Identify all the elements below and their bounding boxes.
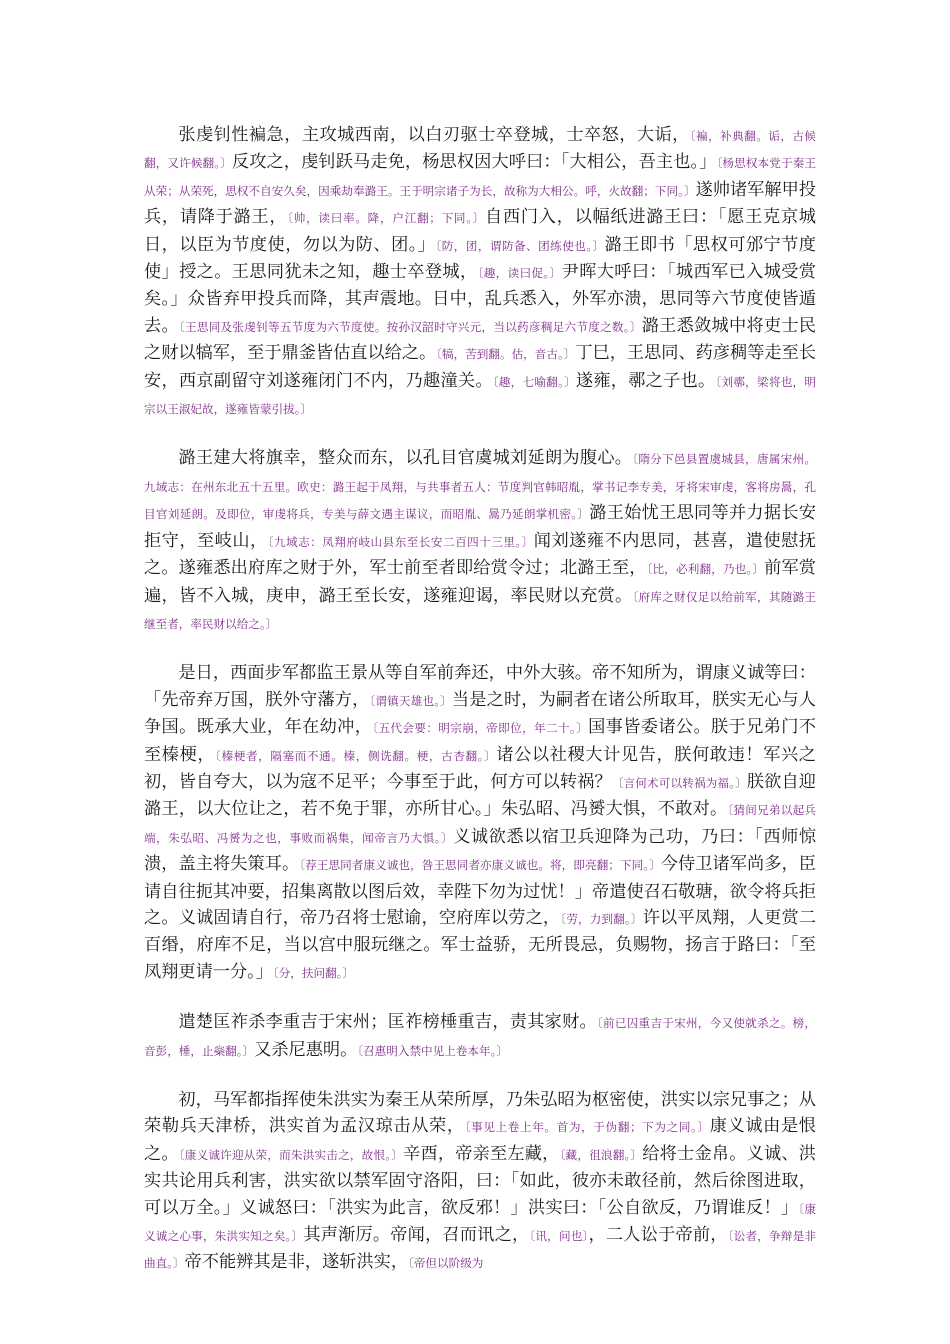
commentary-note: 〔刘鄩，梁将也，明宗以王淑妃故，遂雍皆蒙引拔。〕 (144, 374, 816, 417)
main-text: 张虔钊性褊急，主攻城西南，以白刃驱士卒登城，士卒怒，大诟， (178, 125, 690, 145)
commentary-note: 〔猜间兄弟以起兵端，朱弘昭、冯赟为之也，事败而祸集，闻帝言乃大惧。〕 (144, 803, 817, 845)
commentary-note: 〔五代会要：明宗崩，帝即位，年二十。〕 (372, 721, 589, 736)
commentary-note: 〔召惠明入禁中见上卷本年。〕 (357, 1043, 508, 1058)
main-text: 国事皆委诸公。朕于兄弟门不至榛梗， (144, 717, 816, 765)
main-text: 闻刘遂雍不内思同，甚喜，遣使慰抚之。遂雍悉出府库之财于外，军士前至者即给赏令过；北潞王至， (144, 530, 816, 579)
commentary-note: 〔事见上卷上年。首为，于伪翻；下为之同。〕 (464, 1120, 710, 1135)
document-page (144, 122, 816, 1300)
main-text: 今侍卫诸军尚多，臣请自往扼其冲要，招集离散以图后效，幸陛下勿为过忧！」帝遣使召石敬瑭，欲令将兵拒之。义诚固请自行，帝乃召将士慰谕，空府库以劳之， (144, 854, 816, 928)
commentary-note: 〔前已囚重吉于宋州，今又使就杀之。榜，音彭，棰，止橤翻。〕 (144, 1016, 816, 1058)
commentary-note: 〔讼者，争辩是非曲直。〕 (144, 1229, 816, 1271)
commentary-note: 〔杨思权本党于秦王从荣；从荣死，思权不自安久矣，因乘劫奉潞王。王于明宗诸子为长，故称为大相公。呼，火故翻；下同。〕 (144, 156, 816, 198)
commentary-note: 〔比，必利翻，乃也。〕 (646, 562, 765, 577)
commentary-note: 〔荐王思同者康义诚也，咎王思同者亦康义诚也。将，即亮翻；下同。〕 (299, 858, 661, 873)
paragraph (144, 1087, 816, 1277)
main-text: 潞王悉敛城中将吏士民之财以犒军，至于鼎釜皆估直以给之。 (144, 315, 816, 364)
paragraph (144, 445, 816, 637)
commentary-note: 〔言何术可以转祸为福。〕 (611, 775, 747, 790)
commentary-note: 〔榛梗者，隔塞而不通。榛，侧诜翻。梗，古杏翻。〕 (215, 748, 497, 763)
paragraph (144, 1009, 816, 1064)
main-text: 诸公以社稷大计见告，朕何敢违！军兴之初，皆自夸大，以为寇不足平；今事至于此，何方可以转祸？ (144, 744, 816, 792)
commentary-note: 〔康义诚许迎从荣，而朱洪实击之，故恨。〕 (178, 1147, 404, 1162)
commentary-note: 〔趣，七喻翻。〕 (492, 374, 576, 389)
main-text: 许以平凤翔，人更赏二百缗，府库不足，当以宫中服玩继之。军士益骄，无所畏忌，负赐物，扬言于路曰：「至凤翔更请一分。」 (144, 907, 816, 982)
commentary-note: 〔劳，力到翻。〕 (560, 911, 643, 926)
paragraph (144, 660, 816, 986)
commentary-note: 〔府库之财仅足以给前军，其随潞王继至者，率民财以给之。〕 (144, 589, 816, 631)
commentary-note: 〔趣，读曰促。〕 (477, 266, 562, 281)
commentary-note: 〔帝但以阶级为 (408, 1256, 484, 1271)
main-text: 潞王即书「思权可邠宁节度使」授之。王思同犹未之知，趣士卒登城， (144, 234, 816, 283)
main-text: 是日，西面步军都监王景从等自军前奔还，中外大骇。帝不知所为，谓康义诚等曰：「先帝弃万国，朕外守藩方， (144, 663, 816, 710)
main-text: 潞王建大将旗幸，整众而东，以孔目官虞城刘延朗为腹心。 (178, 448, 633, 469)
commentary-note: 〔王思同及张虔钊等五节度为六节度使。按孙汉韶时守兴元，当以药彦稠足六节度之数。〕 (178, 319, 642, 334)
main-text: 潞王始忧王思同等并力据长安拒守，至岐山， (144, 503, 816, 551)
main-text: 给将士金帛。义诚、洪实共论用兵利害，洪实欲以禁军固守洛阳，曰：「如此，彼亦未敢径前，然后徐图进取，可以万全。」义诚怒曰：「洪实为此言，欲反邪！」洪实曰：「公自欲反，乃谓谁反！」 (144, 1143, 816, 1218)
main-text: 尹晖大呼曰：「城西军已入城受赏矣。」众皆弃甲投兵而降，其声震地。日中，乱兵悉入，外军亦溃，思同等六节度使皆遁去。 (144, 262, 816, 336)
main-text: 当是之时，为嗣者在诸公所取耳，朕实无心与人争国。既承大业，年在幼冲， (144, 689, 816, 738)
main-text: 帝不能辨其是非，遂斩洪实， (184, 1252, 409, 1273)
main-text: 初，马军都指挥使朱洪实为秦王从荣所厚，乃朱弘昭为枢密使，洪实以宗兄事之；从荣勒兵天津桥，洪实首为孟汉琼击从荣， (144, 1090, 816, 1137)
commentary-note: 〔谓镇天雄也。〕 (369, 693, 452, 708)
commentary-note: 〔藏，徂浪翻。〕 (559, 1147, 643, 1162)
main-text: 其声渐厉。帝闻，召而讯之， (303, 1225, 530, 1246)
commentary-note: 〔防，团，谓防备、团练使也。〕 (435, 238, 605, 253)
main-text: 辛酉，帝亲至左藏， (403, 1143, 560, 1164)
commentary-note: 〔九域志：凤翔府岐山县东至长安二百四十三里。〕 (267, 534, 534, 549)
paragraph (144, 122, 816, 422)
main-text: 遂雍，鄩之子也。 (575, 370, 716, 391)
main-text: 反攻之，虔钊跃马走免，杨思权因大呼曰：「大相公，吾主也。」 (231, 152, 717, 173)
main-text: 自西门入，以幅纸进潞王曰：「愿王克京城日，以臣为节度使，勿以为防、团。」 (144, 207, 816, 255)
main-text: 又杀尼惠明。 (254, 1039, 358, 1060)
main-text: 遂帅诸军解甲投兵，请降于潞王， (144, 179, 816, 228)
main-text: 康义诚由是恨之。 (144, 1116, 816, 1164)
main-text: 朕欲自迎潞王，以大位让之，若不免于罪，亦所甘心。」朱弘昭、冯赟大惧，不敢对。 (144, 771, 816, 820)
commentary-note: 〔隋分下邑县置虞城县，唐属宋州。九域志：在州东北五十五里。欧史：潞王起于凤翔，与共事者五人：节度判官韩昭胤，掌书记李专美，牙将宋审虔，客将房暠，孔目官刘延朗。及即位，审虔将兵，专美与薛文遇主谋议，而昭胤、暠乃延朗掌机密。〕 (144, 452, 816, 522)
commentary-note: 〔帅，读曰率。降，户江翻；下同。〕 (287, 211, 486, 226)
commentary-note: 〔分，扶问翻。〕 (272, 965, 355, 980)
main-text: 前军赏遍，皆不入城，庚申，潞王至长安，遂雍迎谒，率民财以充赏。 (144, 558, 816, 606)
main-text: 丁巳，王思同、药彦稠等走至长安，西京副留守刘遂雍闭门不内，乃趣潼关。 (144, 343, 816, 391)
commentary-note: 〔褊，补典翻。诟，古候翻，又许候翻。〕 (144, 129, 816, 171)
commentary-note: 〔讯，问也〕 (529, 1229, 589, 1244)
commentary-note: 〔康义诚之心事，朱洪实知之矣。〕 (144, 1201, 816, 1244)
commentary-note: 〔犒，苦到翻。估，音古。〕 (436, 347, 576, 362)
main-text: 遣楚匡祚杀李重吉于宋州；匡祚榜棰重吉，责其家财。 (178, 1012, 597, 1033)
main-text: 义诚欲悉以宿卫兵迎降为己功，乃曰：「西师惊溃，盖主将失策耳。 (144, 826, 817, 875)
main-text: ，二人讼于帝前， (588, 1225, 728, 1246)
